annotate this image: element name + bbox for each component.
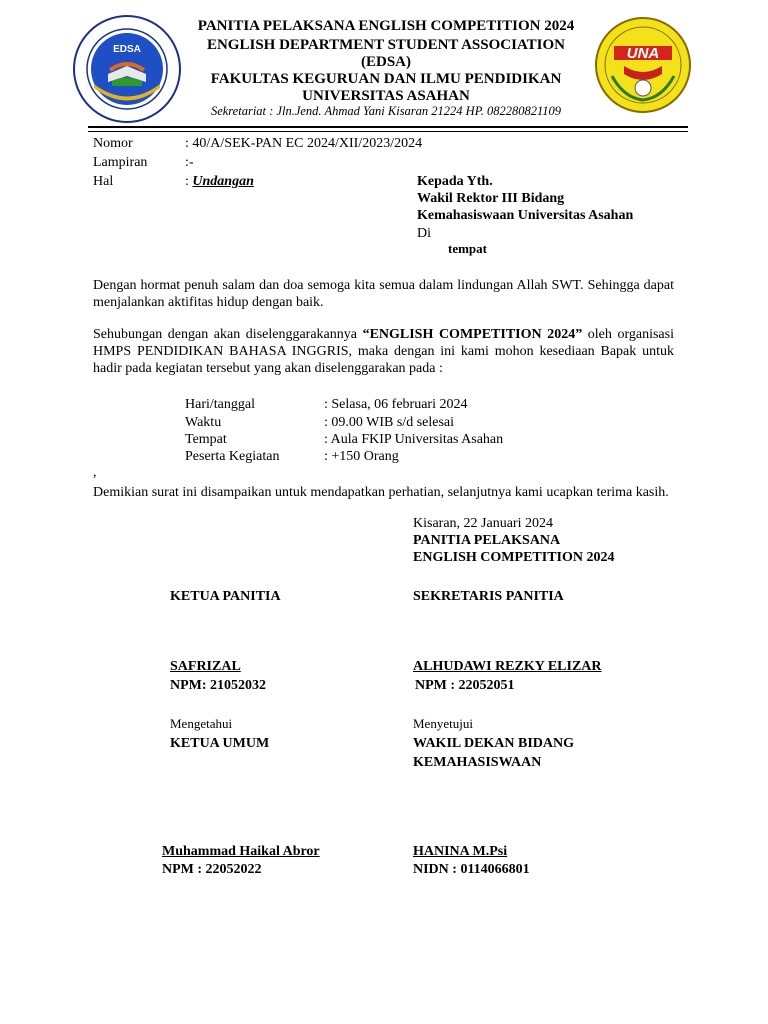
- stray-comma: ,: [93, 465, 97, 480]
- event-date-label: Hari/tanggal: [185, 397, 255, 412]
- event-place-label: Tempat: [185, 432, 227, 447]
- event-time-label: Waktu: [185, 415, 222, 430]
- invitation-post: oleh organisasi HMPS PENDIDIKAN BAHASA INGGRIS, maka dengan ini kami mohon kesediaan Bapak untuk hadir pada kegiatan tersebut yang akan diselenggarakan pada :: [93, 327, 674, 376]
- header-association: ENGLISH DEPARTMENT STUDENT ASSOCIATION: [206, 37, 566, 53]
- event-date-value: : Selasa, 06 februari 2024: [324, 397, 468, 412]
- ketua-umum-npm: NPM : 22052022: [162, 862, 262, 877]
- lampiran-label: Lampiran: [93, 155, 148, 170]
- sekretaris-panitia-title: SEKRETARIS PANITIA: [413, 589, 564, 604]
- header-university: UNIVERSITAS ASAHAN: [302, 88, 470, 104]
- ketua-panitia-npm: NPM: 21052032: [170, 678, 267, 693]
- ketua-umum-name: Muhammad Haikal Abror: [162, 844, 320, 859]
- signoff-org-2: ENGLISH COMPETITION 2024: [413, 550, 615, 565]
- lampiran-value: :-: [185, 155, 194, 170]
- event-participants-value: : +150 Orang: [324, 449, 399, 464]
- event-participants-label: Peserta Kegiatan: [185, 449, 280, 464]
- event-place-value: : Aula FKIP Universitas Asahan: [324, 432, 504, 447]
- wakil-dekan-name: HANINA M.Psi: [413, 844, 508, 859]
- event-time-value: : 09.00 WIB s/d selesai: [324, 415, 455, 430]
- menyetujui-label: Menyetujui: [413, 716, 473, 731]
- header-committee: PANITIA PELAKSANA ENGLISH COMPETITION 2024: [197, 18, 575, 34]
- sekretaris-panitia-npm: NPM : 22052051: [415, 678, 515, 693]
- mengetahui-label: Mengetahui: [170, 716, 233, 731]
- recipient-greeting: Kepada Yth.: [417, 174, 493, 189]
- recipient-di: Di: [417, 226, 431, 241]
- event-name: “ENGLISH COMPETITION 2024”: [362, 327, 583, 342]
- hal-colon: :: [185, 174, 193, 189]
- header-rule-thick: [88, 126, 688, 128]
- wakil-dekan-title-1: WAKIL DEKAN BIDANG: [413, 736, 575, 751]
- invitation-paragraph: [93, 326, 674, 377]
- ketua-panitia-title: KETUA PANITIA: [170, 589, 281, 604]
- hal-subject: Undangan: [192, 174, 254, 189]
- nomor-value: : 40/A/SEK-PAN EC 2024/XII/2023/2024: [185, 136, 423, 151]
- header-secretariat: Sekretariat : Jln.Jend. Ahmad Yani Kisaran 21224 HP. 082280821109: [210, 104, 562, 118]
- ketua-panitia-name: SAFRIZAL: [170, 659, 241, 674]
- invitation-pre: Sehubungan dengan akan diselenggarakannya: [93, 327, 363, 342]
- header-abbr: (EDSA): [360, 54, 411, 70]
- sekretaris-panitia-name: ALHUDAWI REZKY ELIZAR: [413, 659, 602, 674]
- recipient-place: tempat: [448, 241, 487, 256]
- ketua-umum-title: KETUA UMUM: [170, 736, 270, 751]
- hal-field: [185, 174, 254, 190]
- wakil-dekan-title-2: KEMAHASISWAAN: [413, 755, 542, 770]
- nomor-label: Nomor: [93, 136, 133, 151]
- signoff-org-1: PANITIA PELAKSANA: [413, 533, 561, 548]
- header-rule-thin: [88, 131, 688, 132]
- edsa-logo-text: EDSA: [113, 44, 141, 55]
- hal-label: Hal: [93, 174, 114, 189]
- place-date: Kisaran, 22 Januari 2024: [413, 516, 553, 531]
- opening-paragraph: Dengan hormat penuh salam dan doa semoga kita semua dalam lindungan Allah SWT. Sehingga dapat menjalankan aktifitas hidup dengan baik.: [93, 278, 674, 310]
- una-logo-text: UNA: [626, 45, 660, 62]
- recipient-title: Wakil Rektor III Bidang: [417, 191, 565, 206]
- header-faculty: FAKULTAS KEGURUAN DAN ILMU PENDIDIKAN: [210, 71, 562, 87]
- wakil-dekan-nidn: NIDN : 0114066801: [413, 862, 530, 877]
- recipient-unit: Kemahasiswaan Universitas Asahan: [417, 208, 634, 223]
- closing-paragraph: Demikian surat ini disampaikan untuk mendapatkan perhatian, selanjutnya kami ucapkan terima kasih.: [93, 485, 669, 500]
